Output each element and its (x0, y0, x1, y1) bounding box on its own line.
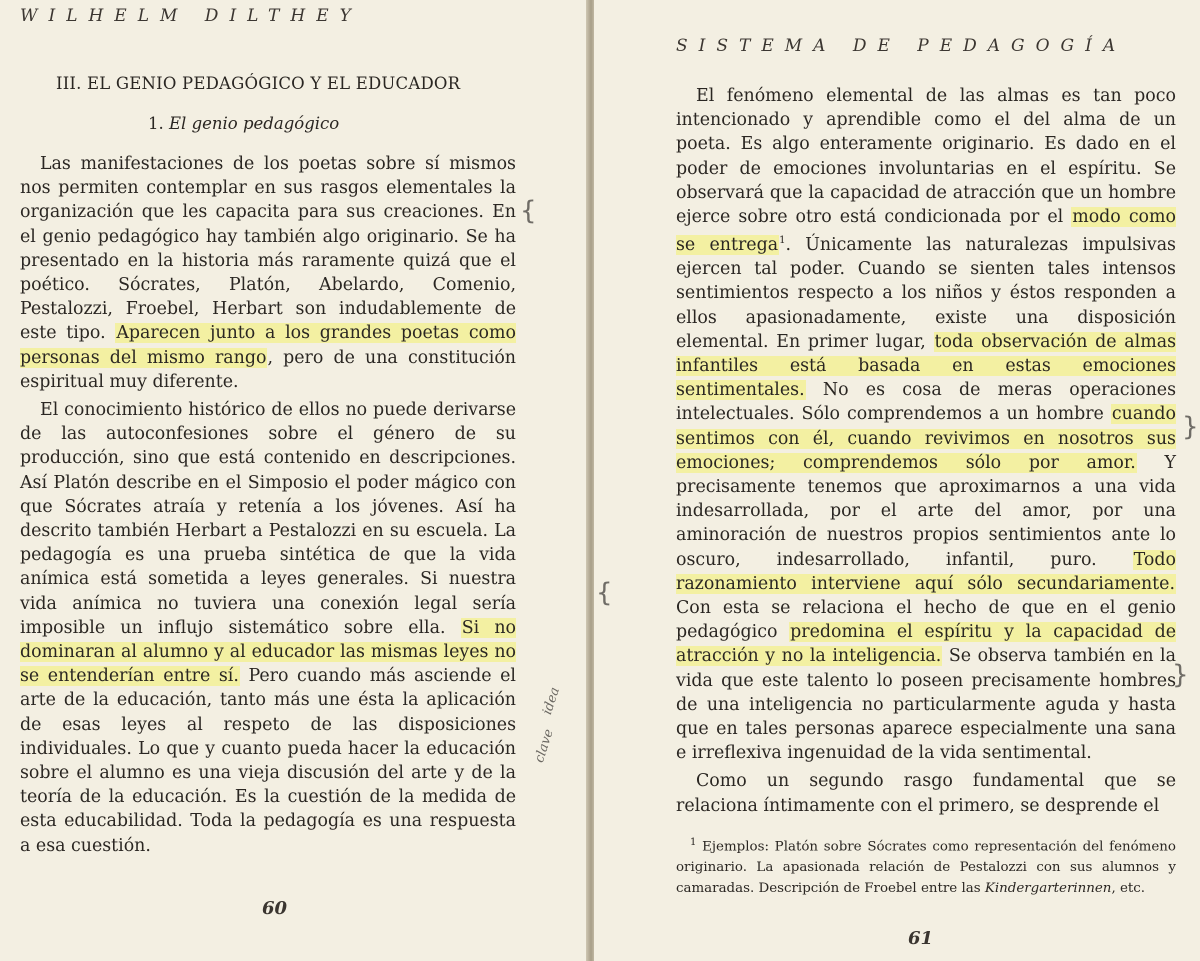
italic-term: Kindergarterinnen (984, 881, 1112, 897)
text-run: Las manifestaciones de los poetas sobre sí mismos nos permiten contemplar en sus rasgos elementales la organización que les capacita para sus creaciones. En el genio pedagógico hay también algo originario. Se ha presentado en la historia más raramente quizá que el poético. Sócrates, Platón, Abelardo, Comenio, Pestalozzi, Froebel, Herbart son indudablemente de este tipo. (20, 154, 516, 344)
footnote-number: 1 (690, 837, 697, 848)
page-number: 61 (908, 928, 934, 949)
text-run: Con esta se relaciona el hecho de que en el genio pedagógico (676, 598, 1176, 643)
text-run: El conocimiento histórico de ellos no puede derivarse de las autoconfesiones sobre el género de su producción, sino que está contenido en descripciones. Así Platón describe en el Simposio el poder mágico con que Sócrates atraía y retenía a los jóvenes. Así ha descrito también Herbart a Pestalozzi en su escuela. La pedagogía es una prueba sintética de que la vida anímica está sometida a leyes generales. Si nuestra vida anímica no tuviera una conexión legal sería imposible un influjo sistemático sobre ella. (20, 400, 516, 638)
footnote-reference: 1 (779, 235, 786, 247)
left-page (0, 0, 588, 961)
text-run: Pero cuando más asciende el arte de la educación, tanto más une ésta la aplicación de esas leyes al respeto de las disposiciones individuales. Lo que y cuanto pueda hacer la educación sobre el alumno es una vieja discusión del arte y de la teoría de la educación. Es la cuestión de la medida de esta educabilidad. Toda la pedagogía es una respuesta a esa cuestión. (20, 666, 516, 856)
highlighted-text: toda observación de almas infantiles está basada en estas emociones sentimentales. (676, 331, 1176, 401)
text-run: , etc. (1111, 881, 1146, 897)
running-header-author: WILHELM DILTHEY (20, 6, 362, 26)
text-run: Se observa también en la vida que este talento lo poseen precisamente hombres de una inteligencia no particularmente aguda y hasta que en tales personas aparece especialmente una sana e irreflexiva ingenuidad de la vida sentimental. (676, 646, 1176, 764)
text-run: El fenómeno elemental de las almas es tan poco intencionado y aprendible como el del alma de un poeta. Es algo enteramente originario. Es dado en el poder de emociones involuntarias en el espíritu. Se observará que la capacidad de atracción que un hombre ejerce sobre otro está condicionada por el (676, 86, 1176, 228)
paragraph (676, 84, 1176, 765)
section-number: 1. (148, 114, 164, 133)
pencil-bracket-icon: } (1172, 660, 1189, 690)
right-page (594, 0, 1200, 961)
section-title: El genio pedagógico (169, 114, 340, 133)
highlighted-text: predomina el espíritu y la capacidad de atracción y no la inteligencia. (676, 622, 1176, 667)
text-run: , pero de una constitución espiritual muy diferente. (20, 347, 516, 392)
paragraph (20, 398, 516, 858)
pencil-margin-note: clave (532, 727, 557, 765)
text-run: Ejemplos: Platón sobre Sócrates como representación del fenómeno originario. La apasionada relación de Pestalozzi con sus alumnos y camaradas. Descripción de Froebel entre las (676, 839, 1176, 897)
pencil-bracket-icon: { (596, 578, 613, 608)
highlighted-text: Aparecen junto a los grandes poetas como personas del mismo rango (20, 323, 516, 368)
section-heading (148, 114, 339, 133)
chapter-title: III. EL GENIO PEDAGÓGICO Y EL EDUCADOR (56, 74, 461, 93)
paragraph: Como un segundo rasgo fundamental que se relaciona íntimamente con el primero, se desprende el (676, 771, 1176, 816)
pencil-bracket-icon: } (1182, 412, 1199, 442)
pencil-margin-note: idea (540, 685, 563, 717)
paragraph (20, 152, 516, 394)
highlighted-text: cuando sentimos con él, cuando revivimos en nosotros sus emociones; comprendemos sólo por amor. (676, 404, 1176, 473)
highlighted-text: Si no dominaran al alumno y al educador las mismas leyes no se entenderían entre sí. (20, 617, 516, 687)
text-run: Y precisamente tenemos que aproximarnos a una vida indesarrollada, por el arte del amor, por una aminoración de nuestros propios sentimientos ante lo oscuro, indesarrollado, infantil, puro. (676, 452, 1176, 570)
text-run: No es cosa de meras operaciones intelectuales. Sólo comprendemos a un hombre (676, 380, 1176, 425)
highlighted-text: modo como se entrega (676, 207, 1176, 256)
left-body-text (20, 152, 516, 858)
running-header-title: SISTEMA DE PEDAGOGÍA (676, 36, 1127, 56)
footnote (676, 832, 1176, 899)
highlighted-text: Todo razonamiento interviene aquí sólo secundariamente. (676, 549, 1176, 594)
pencil-bracket-icon: { (520, 196, 537, 226)
text-run: . Únicamente las naturalezas impulsivas ejercen tal poder. Cuando se sienten tales intensos sentimientos respecto a los niños y éstos responden a ellos apasionadamente, existe una disposición elemental. En primer lugar, (676, 235, 1176, 352)
right-body-text (676, 84, 1176, 818)
page-number: 60 (262, 898, 288, 919)
